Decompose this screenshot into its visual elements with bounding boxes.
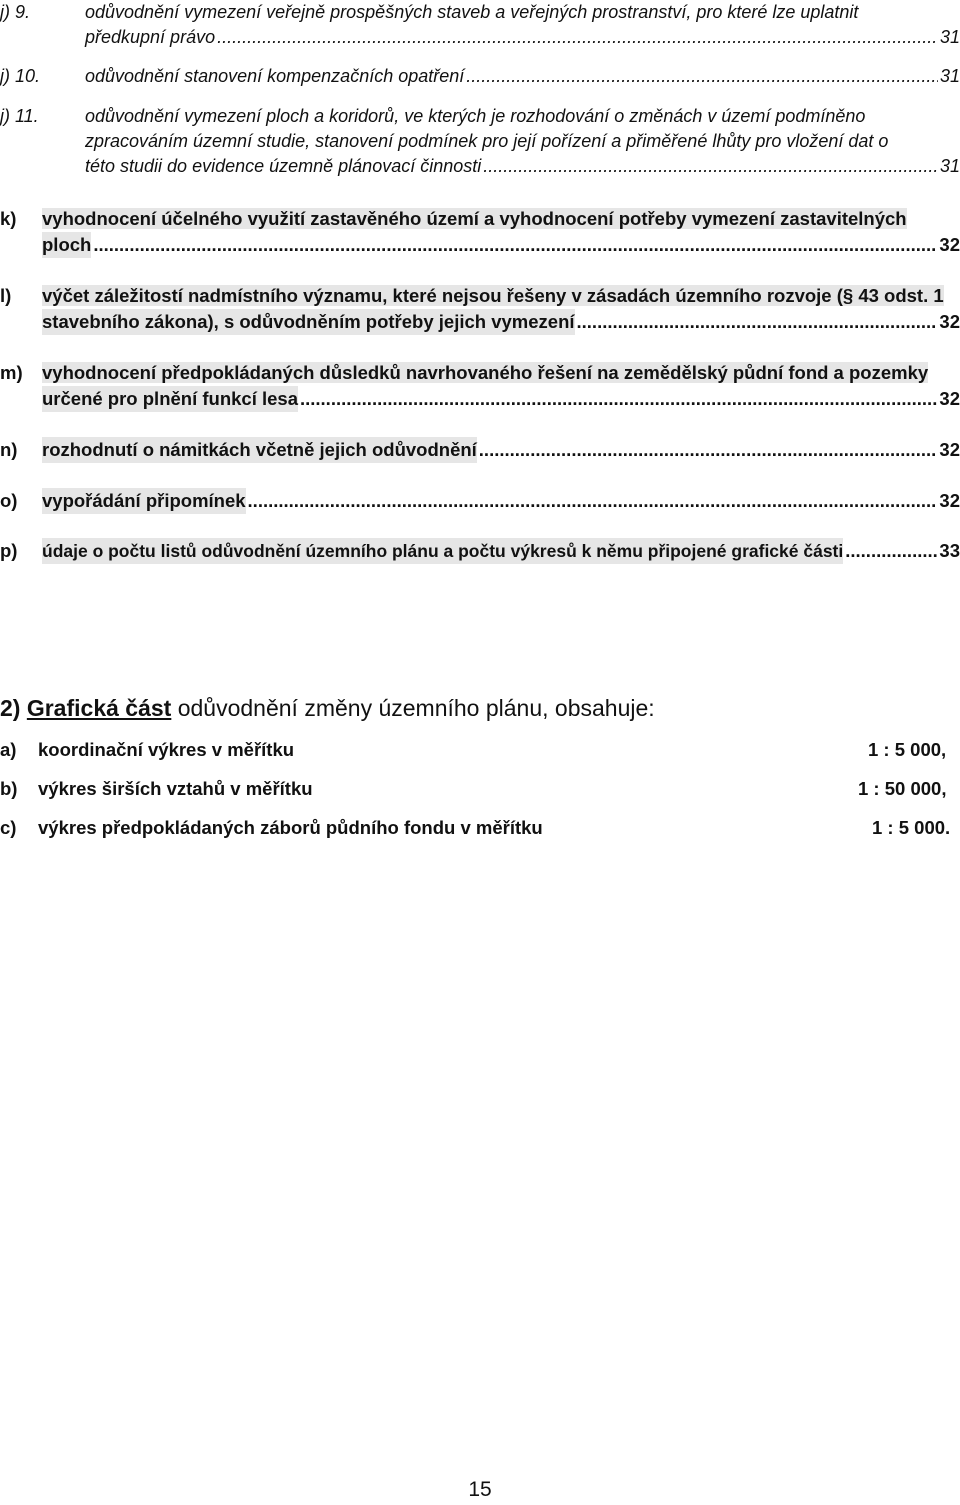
toc-entry-text: vypořádání připomínek — [42, 488, 246, 514]
list-item-text: výkres předpokládaných záborů půdního fondu v měřítku — [38, 817, 543, 838]
toc-entry-text-line: výčet záležitostí nadmístního významu, které nejsou řešeny v zásadách územního rozvoje (§ 43 odst. 1 — [42, 285, 944, 306]
toc-entry-j9[interactable] — [0, 0, 960, 50]
list-item-text: výkres širších vztahů v měřítku — [38, 778, 313, 799]
toc-entry-leader-line — [85, 154, 960, 179]
list-item-scale: 1 : 5 000. — [872, 817, 951, 838]
dot-leader — [845, 538, 937, 564]
toc-entry-leader-line — [85, 64, 960, 89]
list-item-label: b) — [0, 778, 18, 799]
graphic-part-heading — [0, 692, 960, 724]
toc-entry-leader-line — [42, 538, 960, 564]
toc-entry-text: rozhodnutí o námitkách včetně jejich odůvodnění — [42, 437, 477, 463]
toc-entry-number: m) — [0, 362, 23, 383]
toc-entry-text-line: vyhodnocení předpokládaných důsledků navrhovaného řešení na zemědělský půdní fond a pozemky — [42, 362, 929, 383]
toc-page-number: 32 — [939, 439, 960, 460]
section-title-rest: odůvodnění změny územního plánu, obsahuje: — [177, 695, 655, 721]
dot-leader — [300, 386, 937, 412]
dot-leader — [248, 488, 938, 514]
dot-leader — [217, 25, 938, 50]
toc-entry-j11[interactable] — [0, 104, 960, 179]
toc-entry-leader-line — [42, 232, 960, 258]
toc-page-number: 32 — [939, 311, 960, 332]
toc-page-number: 32 — [939, 388, 960, 409]
list-item-label: c) — [0, 817, 17, 838]
list-item-label: a) — [0, 739, 17, 760]
toc-entry-number: k) — [0, 208, 17, 229]
page-number: 15 — [468, 1478, 492, 1501]
toc-entry-m[interactable] — [0, 360, 960, 412]
toc-entry-text: stavebního zákona), s odůvodněním potřeby jejich vymezení — [42, 309, 575, 335]
toc-page-number: 32 — [939, 490, 960, 511]
toc-entry-leader-line — [42, 309, 960, 335]
toc-entry-number: n) — [0, 439, 18, 460]
toc-entry-number: p) — [0, 540, 18, 561]
toc-entry-text: odůvodnění stanovení kompenzačních opatření — [85, 66, 465, 86]
dot-leader — [483, 154, 938, 179]
toc-entry-text: této studii do evidence územně plánovací činnosti — [85, 156, 482, 176]
toc-entry-l[interactable] — [0, 283, 960, 335]
toc-entry-text-line: odůvodnění vymezení ploch a koridorů, ve kterých je rozhodování o změnách v území podmíněno — [85, 106, 866, 126]
list-item-text: koordinační výkres v měřítku — [38, 739, 295, 760]
toc-entry-text: údaje o počtu listů odůvodnění územního plánu a počtu výkresů k němu připojené grafické části — [42, 538, 843, 564]
section-number: 2) — [0, 695, 21, 721]
toc-entry-o[interactable] — [0, 488, 960, 514]
toc-entry-number: o) — [0, 490, 18, 511]
toc-entry-text: určené pro plnění funkcí lesa — [42, 386, 298, 412]
toc-entry-text-line: vyhodnocení účelného využití zastavěného území a vyhodnocení potřeby vymezení zastavitelných — [42, 208, 907, 229]
toc-entry-text: ploch — [42, 232, 91, 258]
dot-leader — [479, 437, 938, 463]
toc-entry-leader-line — [85, 25, 960, 50]
toc-entry-number: j) 9. — [0, 2, 31, 22]
toc-page-number: 32 — [939, 234, 960, 255]
list-item-scale: 1 : 5 000, — [868, 739, 947, 760]
section-title-underlined: Grafická část — [26, 695, 172, 721]
toc-entry-j10[interactable] — [0, 64, 960, 89]
dot-leader — [577, 309, 938, 335]
dot-leader — [93, 232, 937, 258]
toc-entry-text-line: odůvodnění vymezení veřejně prospěšných staveb a veřejných prostranství, pro které lze uplatnit — [85, 2, 859, 22]
toc-entry-p[interactable] — [0, 538, 960, 564]
toc-page-number: 31 — [939, 27, 960, 47]
toc-page-number: 31 — [939, 66, 960, 86]
toc-entry-k[interactable] — [0, 206, 960, 258]
toc-page-number: 31 — [939, 156, 960, 176]
toc-entry-number: j) 10. — [0, 66, 41, 86]
toc-page-number: 33 — [939, 540, 960, 561]
toc-entry-n[interactable] — [0, 437, 960, 463]
toc-entry-leader-line — [42, 488, 960, 514]
list-item-scale: 1 : 50 000, — [858, 778, 947, 799]
dot-leader — [466, 64, 938, 89]
toc-entry-number: l) — [0, 285, 12, 306]
toc-entry-text: předkupní právo — [85, 27, 216, 47]
toc-entry-leader-line — [42, 386, 960, 412]
toc-entry-leader-line — [42, 437, 960, 463]
toc-entry-text-line: zpracováním územní studie, stanovení podmínek pro její pořízení a přiměřené lhůty pro vložení dat o — [85, 131, 889, 151]
toc-entry-number: j) 11. — [0, 106, 39, 126]
